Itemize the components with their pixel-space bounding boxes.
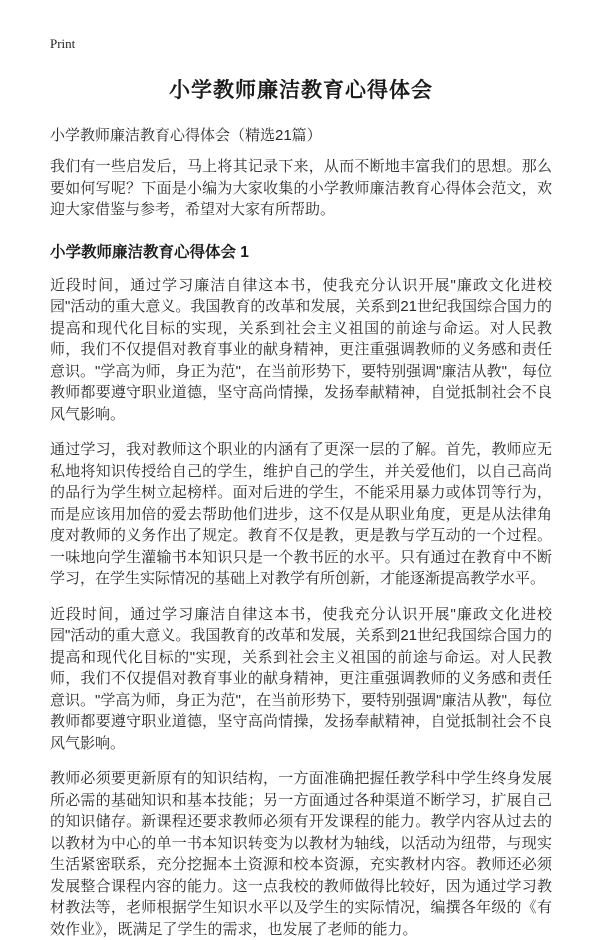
section-1-heading: 小学教师廉洁教育心得体会 1: [50, 243, 249, 261]
section-1-paragraph-1: 近段时间，通过学习廉洁自律这本书，使我充分认识开展"廉政文化进校园"活动的重大意义。我国教育的改革和发展，关系到21世纪我国综合国力的提高和现代化目标的实现，关系到社会主义祖国的前途与命运。对人民教师，我们不仅提倡对教育事业的献身精神，更注重强调教师的义务感和责任意识。"学高为师，身正为范"，在当前形势下，要特别强调"廉洁从教"，每位教师都要遵守职业道德，坚守高尚情操，发扬奉献精神，自觉抵制社会不良风气影响。: [50, 276, 553, 423]
intro-paragraph: 我们有一些启发后，马上将其记录下来，从而不断地丰富我们的思想。那么要如何写呢？下面是小编为大家收集的小学教师廉洁教育心得体会范文，欢迎大家借鉴与参考，希望对大家有所帮助。: [50, 158, 552, 218]
page-title: 小学教师廉洁教育心得体会: [169, 79, 433, 102]
print-button[interactable]: Print: [50, 36, 76, 51]
section-1-paragraph-2: 通过学习，我对教师这个职业的内涵有了更深一层的了解。首先，教师应无私地将知识传授给自己的学生，维护自己的学生，并关爱他们，以自己高尚的品行为学生树立起榜样。面对后进的学生，不能采用暴力或体罚等行为，而是应该用加倍的爱去帮助他们进步，这不仅是从职业角度，更是从法律角度对教师的义务作出了规定。教育不仅是教，更是教与学互动的一个过程。一味地向学生灌输书本知识只是一个教书匠的水平。只有通过在教育中不断学习，在学生实际情况的基础上对教学有所创新，才能逐渐提高教学水平。: [50, 441, 552, 587]
document-subtitle: 小学教师廉洁教育心得体会（精选21篇）: [50, 127, 322, 144]
section-1-paragraph-4: 教师必须要更新原有的知识结构，一方面准确把握任教学科中学生终身发展所必需的基础知识和基本技能；另一方面通过各种渠道不断学习，扩展自己的知识储存。新课程还要求教师必须有开发课程的能力。教学内容从过去的以教材为中心的单一书本知识转变为以教材为轴线，以活动为纽带，与现实生活紧密联系，充分挖掘本土资源和校本资源，充实教材内容。教师还必须发展整合课程内容的能力。这一点我校的教师做得比较好，因为通过学习教材教法等，老师根据学生知识水平以及学生的实际情况，编撰各年级的《有效作业》，既满足了学生的需求，也发展了老师的能力。: [50, 770, 552, 938]
section-1-paragraph-3: 近段时间，通过学习廉洁自律这本书，使我充分认识开展"廉政文化进校园"活动的重大意义。我国教育的改革和发展，关系到21世纪我国综合国力的提高和现代化目标的"实现，关系到社会主义祖国的前途与命运。对人民教师，我们不仅提倡对教育事业的献身精神，更注重强调教师的义务感和责任意识。"学高为师，身正为范"，在当前形势下，要特别强调"廉洁从教"，每位教师都要遵守职业道德，坚守高尚情操，发扬奉献精神，自觉抵制社会不良风气影响。: [50, 605, 553, 752]
